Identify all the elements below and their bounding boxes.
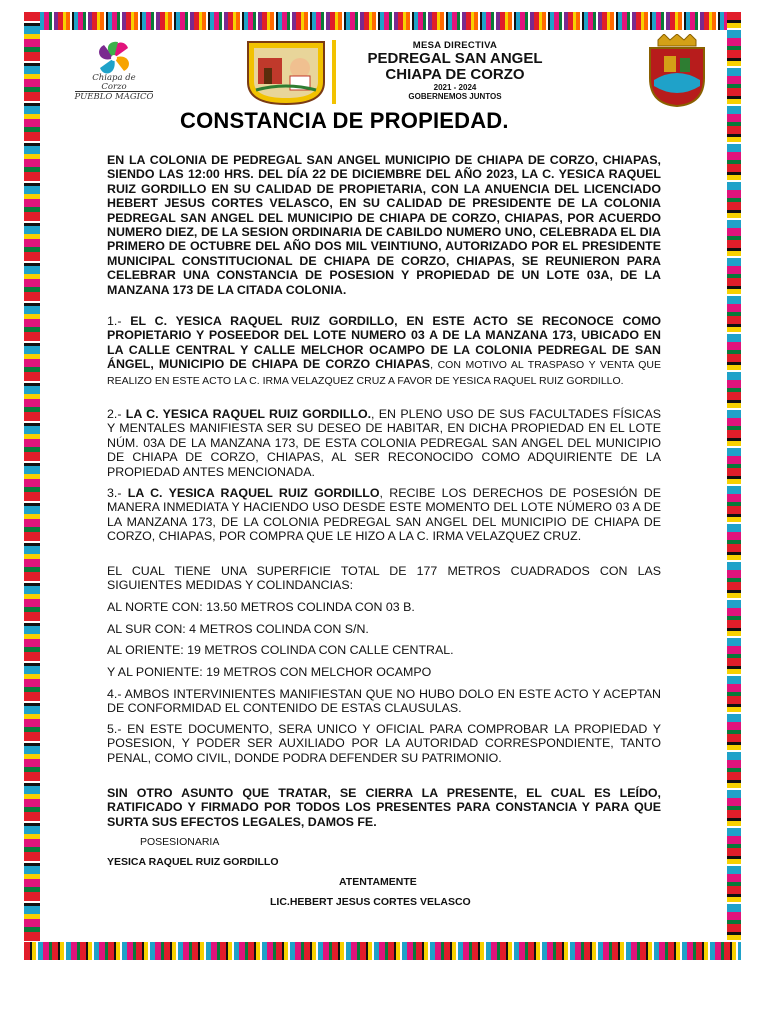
- clause-2-bold: LA C. YESICA RAQUEL RUIZ GORDILLO.: [125, 407, 372, 421]
- header-divider: [332, 40, 336, 104]
- header-block: [340, 40, 570, 101]
- clause-5: 5.- EN ESTE DOCUMENTO, SERA UNICO Y OFICIAL PARA COMPROBAR LA PROPIEDAD Y POSESION, Y PODER SER AUXILIADO POR LA AUTORIDAD CORRESPONDIENTE, TANTO PENAL, COMO CIVIL, DONDE PODRA DEFENDER SU PATRIMONIO.: [107, 722, 661, 765]
- clause-1-bold: EL C. YESICA RAQUEL RUIZ GORDILLO, EN ESTE ACTO SE RECONOCE COMO PROPIETARIO Y POSEEDOR DEL LOTE NUMERO 03 A DE LA MANZANA 173, UBICADO EN LA CALLE CENTRAL Y CALLE MELCHOR OCAMPO DE LA COLONIA PEDREGAL DE SAN ÁNGEL, MUNICIPIO DE CHIAPA DE CORZO CHIAPAS: [107, 314, 662, 372]
- mesa-directiva: MESA DIRECTIVA: [412, 40, 498, 51]
- clause-3-number: 3.-: [107, 486, 128, 500]
- clause-2-number: 2.-: [107, 407, 126, 421]
- logo-text-line2: Corzo: [101, 81, 127, 92]
- chiapas-shield: [644, 34, 710, 108]
- logo-text-line3: PUEBLO MÁGICO: [74, 92, 154, 102]
- clause-1-number: 1.-: [107, 314, 131, 328]
- boundary-west: Y AL PONIENTE: 19 METROS CON MELCHOR OCAMPO: [107, 665, 432, 679]
- closing-paragraph: SIN OTRO ASUNTO QUE TRATAR, SE CIERRA LA PRESENTE, EL CUAL ES LEÍDO, RATIFICADO Y FIRMADO POR TODOS LOS PRESENTES PARA CONSTANCIA Y PARA QUE SURTA SUS EFECTOS LEGALES, DAMOS FE.: [107, 786, 661, 829]
- document-title: CONSTANCIA DE PROPIEDAD.: [180, 108, 509, 133]
- boundary-south: AL SUR CON: 4 METROS COLINDA CON S/N.: [107, 622, 369, 636]
- logo-text-line1: Chiapa de: [92, 73, 136, 83]
- clause-3-text: , RECIBE LOS DERECHOS DE POSESIÓN DE MANERA INMEDIATA Y HACIENDO USO DESDE ESTE MOMENTO DEL LOTE NÚMERO 03 A DE LA MANZANA 173, DE LA COLONIA PEDREGAL SAN ANGEL DEL MUNICIPIO DE CHIAPA DE CORZO, CHIAPAS, POR COMPRA QUE LE HIZO A LA C. IRMA VELAZQUEZ CRUZ.: [107, 486, 662, 544]
- surface-paragraph: EL CUAL TIENE UNA SUPERFICIE TOTAL DE 177 METROS CUADRADOS CON LAS SIGUIENTES MEDIDAS Y COLINDANCIAS:: [107, 564, 661, 593]
- serape-border-left: [24, 12, 40, 960]
- intro-paragraph: EN LA COLONIA DE PEDREGAL SAN ANGEL MUNICIPIO DE CHIAPA DE CORZO, CHIAPAS, SIENDO LAS 12:00 HRS. DEL DÍA 22 DE DICIEMBRE DEL AÑO 2023, LA C. YESICA RAQUEL RUIZ GORDILLO EN SU CALIDAD DE PROPIETARIA, CON LA ANUENCIA DEL LICENCIADO HEBERT JESUS CORTES VELASCO, EN SU CALIDAD DE PRESIDENTE DE LA COLONIA PEDREGAL SAN ANGEL DEL MUNICIPIO DE CHIAPA DE CORZO, CHIAPAS, POR ACUERDO NUMERO DIEZ, DE LA SESION ORDINARIA DE CABILDO NUMERO UNO, CELEBRADA EL DIA PRIMERO DE OCTUBRE DEL AÑO DOS MIL VEINTIUNO, AUTORIZADO POR EL PRESIDENTE MUNICIPAL CONSTITUCIONAL DE CHIAPA DE CORZO, CHIAPAS, SE REUNIERON PARA CELEBRAR UNA CONSTANCIA DE POSESION Y PROPIEDAD DE UN LOTE 03A, DE LA MANZANA 173 DE LA CITADA COLONIA.: [107, 153, 661, 297]
- colony-emblem: [244, 38, 328, 106]
- posesionaria-name: YESICA RAQUEL RUIZ GORDILLO: [107, 856, 279, 868]
- clause-3-bold: LA C. YESICA RAQUEL RUIZ GORDILLO: [127, 486, 380, 500]
- boundary-north: AL NORTE CON: 13.50 METROS COLINDA CON 03 B.: [107, 600, 415, 614]
- chiapa-de-corzo-logo: [62, 36, 166, 106]
- clause-1-text: , CON MOTIVO AL TRASPASO Y VENTA QUE REALIZO EN ESTE ACTO LA C. IRMA VELAZQUEZ CRUZ A FAVOR DE YESICA RAQUEL RUIZ GORDILLO.: [107, 359, 661, 387]
- motto: GOBERNEMOS JUNTOS: [408, 92, 502, 101]
- clause-2: [107, 407, 661, 479]
- president-name: LIC.HEBERT JESUS CORTES VELASCO: [270, 896, 471, 908]
- clause-2-text: , EN PLENO USO DE SUS FACULTADES FÍSICAS Y MENTALES MANIFIESTA SER SU DESEO DE HABITAR, EN DICHA PROPIEDAD EN EL LOTE NÚM. 03A DE LA MANZANA 173, DE ESTA COLONIA PEDREGAL SAN ANGEL DEL MUNICIPIO DE CHIAPA DE CORZO, CHIAPAS, AL SER RECONOCIDO COMO ADQUIRIENTE DE LA PROPIEDAD ANTES MENCIONADA.: [107, 407, 661, 479]
- atentamente: ATENTAMENTE: [339, 876, 417, 888]
- clause-4: 4.- AMBOS INTERVINIENTES MANIFIESTAN QUE NO HUBO DOLO EN ESTE ACTO Y ACEPTAN DE CONFORMIDAD EL CONTENIDO DE ESTAS CLAUSULAS.: [107, 687, 661, 716]
- municipality-name: CHIAPA DE CORZO: [385, 66, 525, 83]
- posesionaria-label: POSESIONARIA: [140, 836, 220, 848]
- clause-3: [107, 486, 661, 544]
- colony-name: PEDREGAL SAN ANGEL: [367, 50, 543, 67]
- serape-border-bottom: [24, 942, 741, 960]
- clause-1: [107, 314, 661, 388]
- serape-border-right: [727, 12, 741, 960]
- boundary-east: AL ORIENTE: 19 METROS COLINDA CON CALLE CENTRAL.: [107, 643, 454, 657]
- term-years: 2021 - 2024: [433, 83, 477, 92]
